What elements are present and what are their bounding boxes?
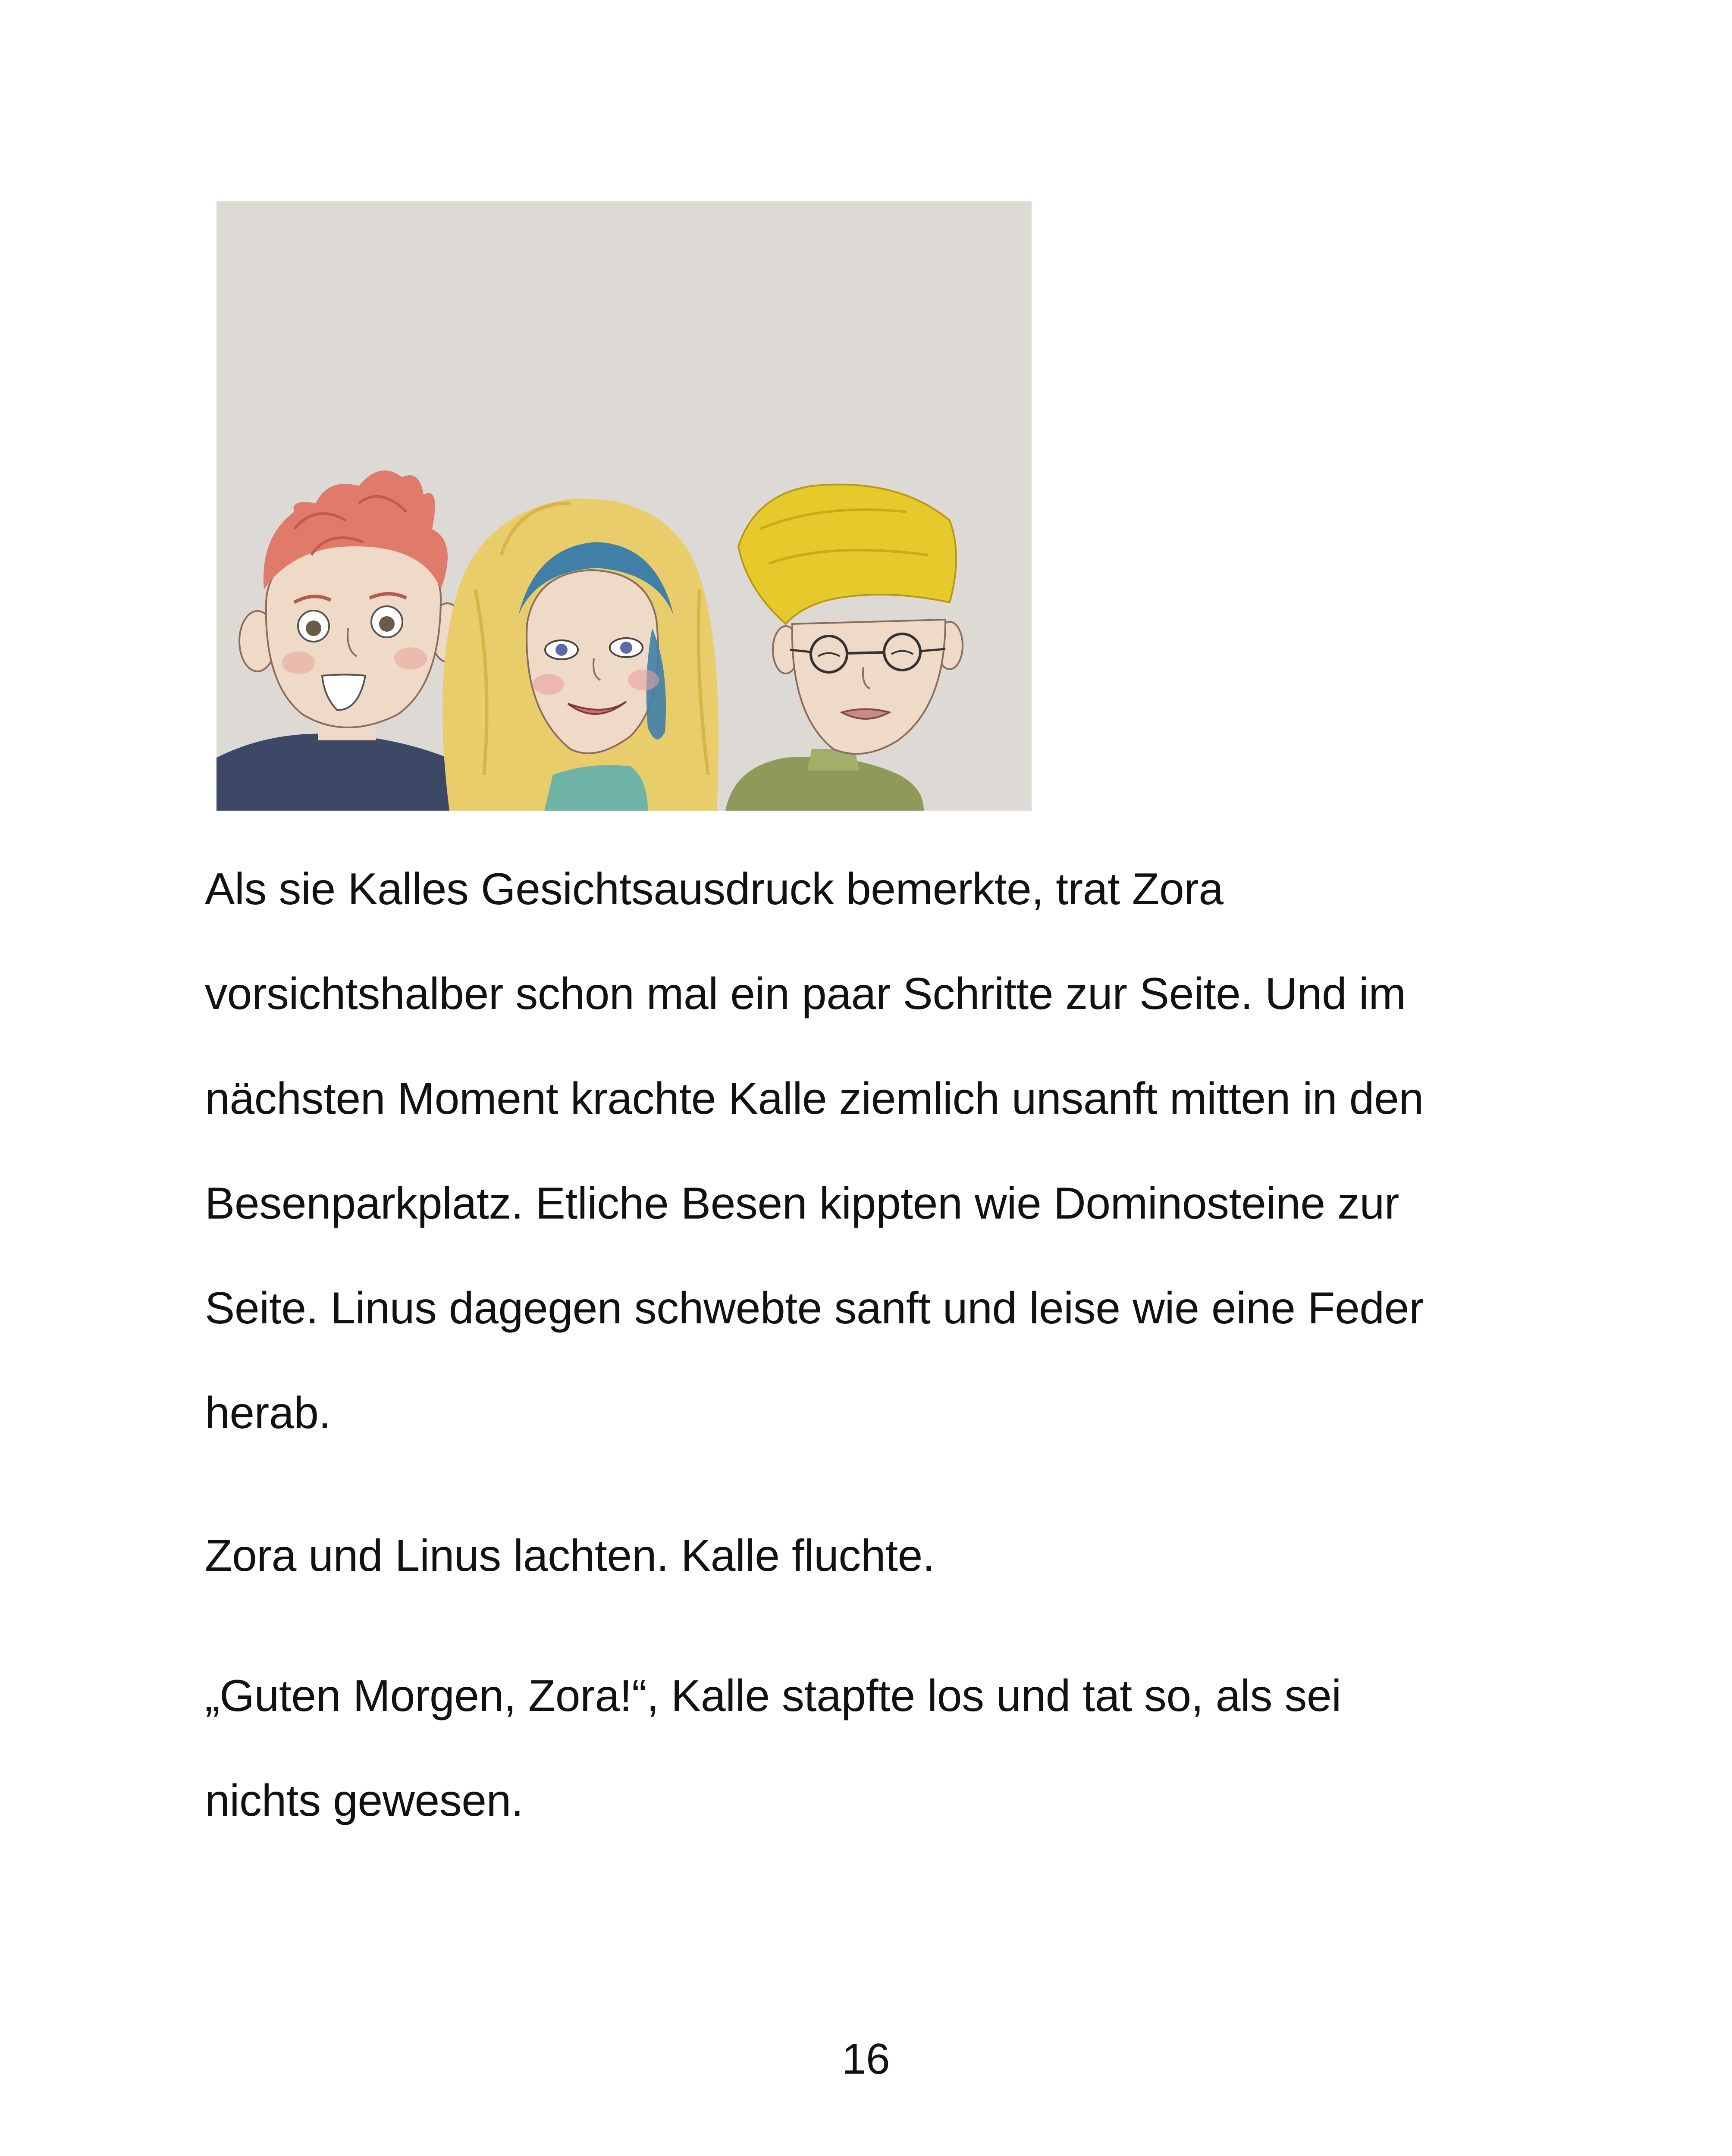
story-paragraph-1: Als sie Kalles Gesichtsausdruck bemerkte, trat Zora vorsichtshalber schon mal ein paar Schritte zur Seite. Und im nächsten Moment krachte Kalle ziemlich unsanft mitten in den Besenparkplatz. Etliche Besen kippten wie Dominosteine zur Seite. Linus dagegen schwebte sanft und leise wie eine Feder herab.	[205, 864, 1424, 1438]
children-illustration	[216, 201, 1032, 811]
illustration-svg	[216, 201, 1032, 811]
page-number: 16	[842, 2035, 890, 2083]
story-paragraph-2: Zora und Linus lachten. Kalle fluchte.	[205, 1531, 935, 1581]
story-paragraph-3: „Guten Morgen, Zora!“, Kalle stapfte los und tat so, als sei nichts gewesen.	[205, 1671, 1341, 1826]
zora-figure	[442, 498, 719, 811]
